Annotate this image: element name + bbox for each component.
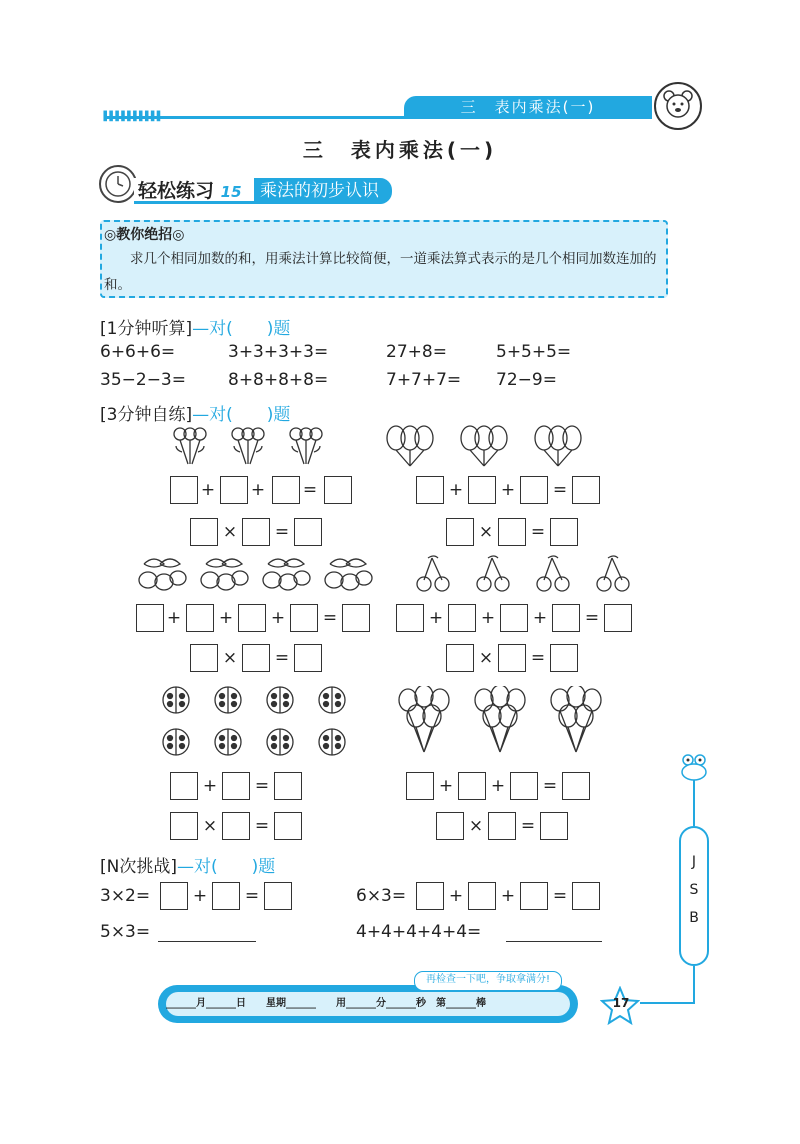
- answer-box[interactable]: [458, 772, 486, 800]
- answer-box[interactable]: [242, 518, 270, 546]
- part1-q-1-4: 5+5+5=: [496, 342, 572, 362]
- answer-box[interactable]: [274, 772, 302, 800]
- plus-sign: +: [500, 886, 516, 906]
- part1-q-1-2: 3+3+3+3=: [228, 342, 329, 362]
- answer-box[interactable]: [238, 604, 266, 632]
- part2-title: [3分钟自练]: [100, 405, 193, 425]
- ladybugs-picture: [156, 682, 356, 766]
- answer-box[interactable]: [550, 518, 578, 546]
- side-connector: [693, 966, 695, 1004]
- answer-box[interactable]: [572, 882, 600, 910]
- part3-q4: 4+4+4+4+4=: [356, 922, 482, 942]
- balloon-bunches-picture: [394, 686, 614, 758]
- frog-icon: [680, 752, 708, 782]
- times-sign: ×: [222, 522, 238, 542]
- part2-score: —对( )题: [192, 405, 291, 425]
- plus-sign: +: [490, 776, 506, 796]
- equals-sign: =: [322, 608, 338, 628]
- equals-sign: =: [274, 522, 290, 542]
- answer-box[interactable]: [170, 476, 198, 504]
- side-letter-s: S: [689, 882, 699, 898]
- answer-box[interactable]: [446, 644, 474, 672]
- tip-text: 求几个相同加数的和，用乘法计算比较简便，一道乘法算式表示的是几个相同加数连加的和。: [104, 251, 657, 293]
- answer-box[interactable]: [170, 812, 198, 840]
- answer-box[interactable]: [468, 882, 496, 910]
- plus-sign: +: [428, 608, 444, 628]
- tip-title: ◎教你绝招◎: [104, 227, 185, 243]
- answer-box[interactable]: [274, 812, 302, 840]
- answer-box[interactable]: [446, 518, 474, 546]
- part3-q1: 3×2=: [100, 886, 151, 906]
- answer-box[interactable]: [220, 476, 248, 504]
- answer-box[interactable]: [242, 644, 270, 672]
- answer-box[interactable]: [498, 518, 526, 546]
- answer-box[interactable]: [264, 882, 292, 910]
- header-dots: ▐▐▐▐▐▐▐▐▐▐: [100, 112, 160, 122]
- equals-sign: =: [530, 522, 546, 542]
- answer-box[interactable]: [510, 772, 538, 800]
- part3-title: [N次挑战]: [100, 857, 177, 877]
- plus-sign: +: [500, 480, 516, 500]
- equals-sign: =: [520, 816, 536, 836]
- answer-box[interactable]: [406, 772, 434, 800]
- equals-sign: =: [254, 776, 270, 796]
- answer-blank[interactable]: [158, 941, 256, 942]
- answer-box[interactable]: [562, 772, 590, 800]
- plus-sign: +: [192, 886, 208, 906]
- part3-score: —对( )题: [176, 857, 276, 877]
- part3-q3: 5×3=: [100, 922, 151, 942]
- section-topic: 乘法的初步认识: [254, 178, 392, 204]
- footer-note: 再检查一下吧，争取拿满分!: [414, 971, 562, 991]
- times-sign: ×: [222, 648, 238, 668]
- page-title: 三 表内乘法(一): [302, 138, 498, 162]
- part1-heading: [100, 314, 290, 339]
- answer-box[interactable]: [488, 812, 516, 840]
- side-connector: [693, 780, 695, 826]
- footer-record-line: ______月______日 星期______ 用______分______秒 第______棒: [166, 992, 570, 1016]
- roses-picture: [170, 424, 340, 468]
- equals-sign: =: [274, 648, 290, 668]
- cherries-picture: [414, 554, 644, 594]
- part1-q-2-3: 7+7+7=: [386, 370, 462, 390]
- answer-box[interactable]: [342, 604, 370, 632]
- answer-box[interactable]: [272, 476, 300, 504]
- answer-box[interactable]: [324, 476, 352, 504]
- plums-picture: [134, 554, 374, 594]
- part1-q-2-2: 8+8+8+8=: [228, 370, 329, 390]
- plus-sign: +: [448, 886, 464, 906]
- answer-box[interactable]: [190, 644, 218, 672]
- answer-box[interactable]: [222, 772, 250, 800]
- part1-q-2-1: 35−2−3=: [100, 370, 186, 390]
- side-letter-b: B: [689, 910, 699, 926]
- answer-box[interactable]: [448, 604, 476, 632]
- answer-box[interactable]: [290, 604, 318, 632]
- answer-box[interactable]: [552, 604, 580, 632]
- answer-box[interactable]: [572, 476, 600, 504]
- part3-q2: 6×3=: [356, 886, 407, 906]
- plus-sign: +: [270, 608, 286, 628]
- side-connector: [640, 1002, 695, 1004]
- answer-box[interactable]: [294, 518, 322, 546]
- answer-box[interactable]: [170, 772, 198, 800]
- times-sign: ×: [202, 816, 218, 836]
- answer-box[interactable]: [186, 604, 214, 632]
- answer-box[interactable]: [212, 882, 240, 910]
- answer-box[interactable]: [500, 604, 528, 632]
- answer-box[interactable]: [550, 644, 578, 672]
- plus-sign: +: [166, 608, 182, 628]
- part1-q-1-1: 6+6+6=: [100, 342, 176, 362]
- answer-box[interactable]: [498, 644, 526, 672]
- answer-box[interactable]: [436, 812, 464, 840]
- part1-score: —对( )题: [192, 319, 291, 339]
- page-number: 17: [612, 996, 630, 1010]
- answer-box[interactable]: [416, 882, 444, 910]
- answer-box[interactable]: [222, 812, 250, 840]
- answer-box[interactable]: [190, 518, 218, 546]
- answer-box[interactable]: [416, 476, 444, 504]
- plus-sign: +: [200, 480, 216, 500]
- part3-heading: [100, 852, 275, 877]
- answer-box[interactable]: [468, 476, 496, 504]
- times-sign: ×: [478, 522, 494, 542]
- equals-sign: =: [584, 608, 600, 628]
- equals-sign: =: [530, 648, 546, 668]
- equals-sign: =: [542, 776, 558, 796]
- answer-box[interactable]: [520, 882, 548, 910]
- bear-mascot-icon: [654, 82, 702, 130]
- side-letters: [679, 848, 709, 932]
- alarm-clock-icon: [99, 165, 137, 203]
- plus-sign: +: [480, 608, 496, 628]
- part2-heading: [100, 400, 290, 425]
- plus-sign: +: [532, 608, 548, 628]
- plus-sign: +: [448, 480, 464, 500]
- plus-sign: +: [250, 480, 266, 500]
- answer-box[interactable]: [294, 644, 322, 672]
- times-sign: ×: [478, 648, 494, 668]
- side-letter-j: J: [691, 854, 697, 870]
- balloons-picture: [384, 424, 604, 468]
- answer-box[interactable]: [136, 604, 164, 632]
- plus-sign: +: [218, 608, 234, 628]
- section-label-text: 轻松练习: [138, 180, 215, 202]
- answer-box[interactable]: [160, 882, 188, 910]
- section-number: 15: [220, 183, 242, 201]
- part1-q-1-3: 27+8=: [386, 342, 447, 362]
- answer-box[interactable]: [396, 604, 424, 632]
- section-label: [134, 178, 254, 204]
- plus-sign: +: [202, 776, 218, 796]
- answer-box[interactable]: [520, 476, 548, 504]
- equals-sign: =: [302, 480, 318, 500]
- equals-sign: =: [552, 886, 568, 906]
- chapter-tab: 三 表内乘法(一): [404, 96, 652, 118]
- part1-q-2-4: 72−9=: [496, 370, 557, 390]
- part1-title: [1分钟听算]: [100, 319, 193, 339]
- answer-box[interactable]: [604, 604, 632, 632]
- equals-sign: =: [552, 480, 568, 500]
- equals-sign: =: [244, 886, 260, 906]
- answer-box[interactable]: [540, 812, 568, 840]
- plus-sign: +: [438, 776, 454, 796]
- equals-sign: =: [254, 816, 270, 836]
- answer-blank[interactable]: [506, 941, 602, 942]
- times-sign: ×: [468, 816, 484, 836]
